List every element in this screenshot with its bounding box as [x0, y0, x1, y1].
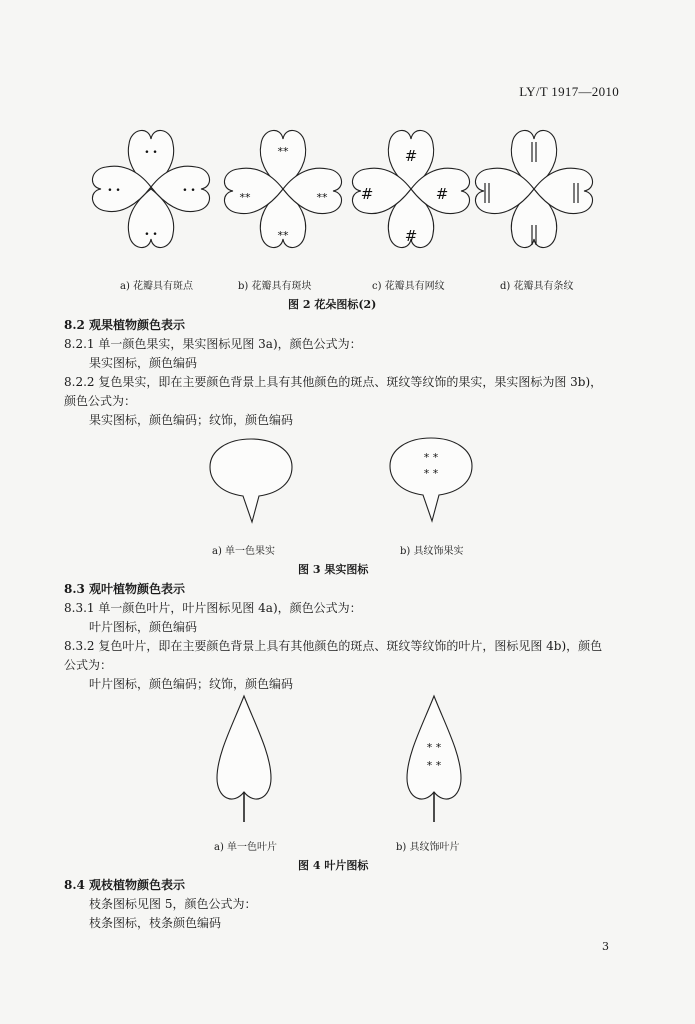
figure2-title: 图 2 花朵图标(2)	[288, 298, 377, 311]
section-8-3-heading: 8.3 观叶植物颜色表示	[64, 582, 186, 596]
pattern-mark: * *	[426, 759, 442, 772]
patch-mark: **	[316, 191, 328, 204]
pattern-mark: * *	[426, 741, 442, 754]
net-mark: #	[404, 227, 418, 245]
figure4-caption-b: b) 具纹饰叶片	[396, 842, 460, 853]
fruit-icon-plain	[208, 437, 294, 527]
net-mark: #	[360, 185, 374, 203]
patch-mark: **	[277, 145, 289, 158]
clause-8-2-2-cont: 颜色公式为：	[64, 394, 137, 408]
figure4-title: 图 4 叶片图标	[298, 859, 369, 872]
section-8-4-heading: 8.4 观枝植物颜色表示	[64, 878, 186, 892]
flower-icon-patches	[218, 119, 348, 259]
figure3-title: 图 3 果实图标	[298, 563, 369, 576]
flower-icon-stripes	[473, 119, 595, 259]
patch-mark: **	[239, 191, 251, 204]
figure2-caption-a: a) 花瓣具有斑点	[120, 281, 194, 292]
figure4-caption-a: a) 单一色叶片	[214, 842, 278, 853]
fruit-icon-patterned	[388, 436, 474, 526]
figure2-caption-c: c) 花瓣具有网纹	[372, 281, 445, 292]
clause-8-4: 枝条图标见图 5，颜色公式为：	[89, 897, 257, 911]
spot-mark: • •	[144, 230, 158, 240]
formula-8-2-1: 果实图标，颜色编码	[89, 356, 198, 370]
figure2-caption-d: d) 花瓣具有条纹	[500, 281, 574, 292]
flower-icon-net	[351, 119, 471, 259]
clause-8-2-2: 8.2.2 复色果实，即在主要颜色背景上具有其他颜色的斑点、斑纹等纹饰的果实，果实图标为图 3b)，	[64, 375, 603, 389]
section-8-2-heading: 8.2 观果植物颜色表示	[64, 318, 186, 332]
clause-8-3-1: 8.3.1 单一颜色叶片，叶片图标见图 4a)，颜色公式为：	[64, 601, 362, 615]
spot-mark: • •	[107, 186, 121, 196]
clause-8-3-2-cont: 公式为：	[64, 658, 113, 672]
net-mark: #	[404, 147, 418, 165]
leaf-icon-patterned	[403, 694, 465, 826]
formula-8-4: 枝条图标，枝条颜色编码	[89, 916, 222, 930]
formula-8-3-1: 叶片图标，颜色编码	[89, 620, 198, 634]
standard-number: LY/T 1917—2010	[519, 84, 619, 99]
leaf-icon-plain	[213, 694, 275, 826]
figure2-caption-b: b) 花瓣具有斑块	[238, 281, 312, 292]
clause-8-3-2: 8.3.2 复色叶片，即在主要颜色背景上具有其他颜色的斑点、斑纹等纹饰的叶片，图标见图 4b)，颜色	[64, 639, 603, 653]
patch-mark: **	[277, 229, 289, 242]
formula-8-2-2: 果实图标，颜色编码；纹饰，颜色编码	[89, 413, 294, 427]
spot-mark: • •	[182, 186, 196, 196]
clause-8-2-1: 8.2.1 单一颜色果实，果实图标见图 3a)，颜色公式为：	[64, 337, 362, 351]
formula-8-3-2: 叶片图标，颜色编码；纹饰，颜色编码	[89, 677, 294, 691]
flower-icon-spots	[91, 119, 211, 259]
page-number: 3	[602, 940, 609, 953]
spot-mark: • •	[144, 148, 158, 158]
figure3-caption-a: a) 单一色果实	[212, 546, 276, 557]
figure3-caption-b: b) 具纹饰果实	[400, 546, 464, 557]
pattern-mark: * *	[423, 451, 439, 464]
net-mark: #	[435, 185, 449, 203]
pattern-mark: * *	[423, 467, 439, 480]
